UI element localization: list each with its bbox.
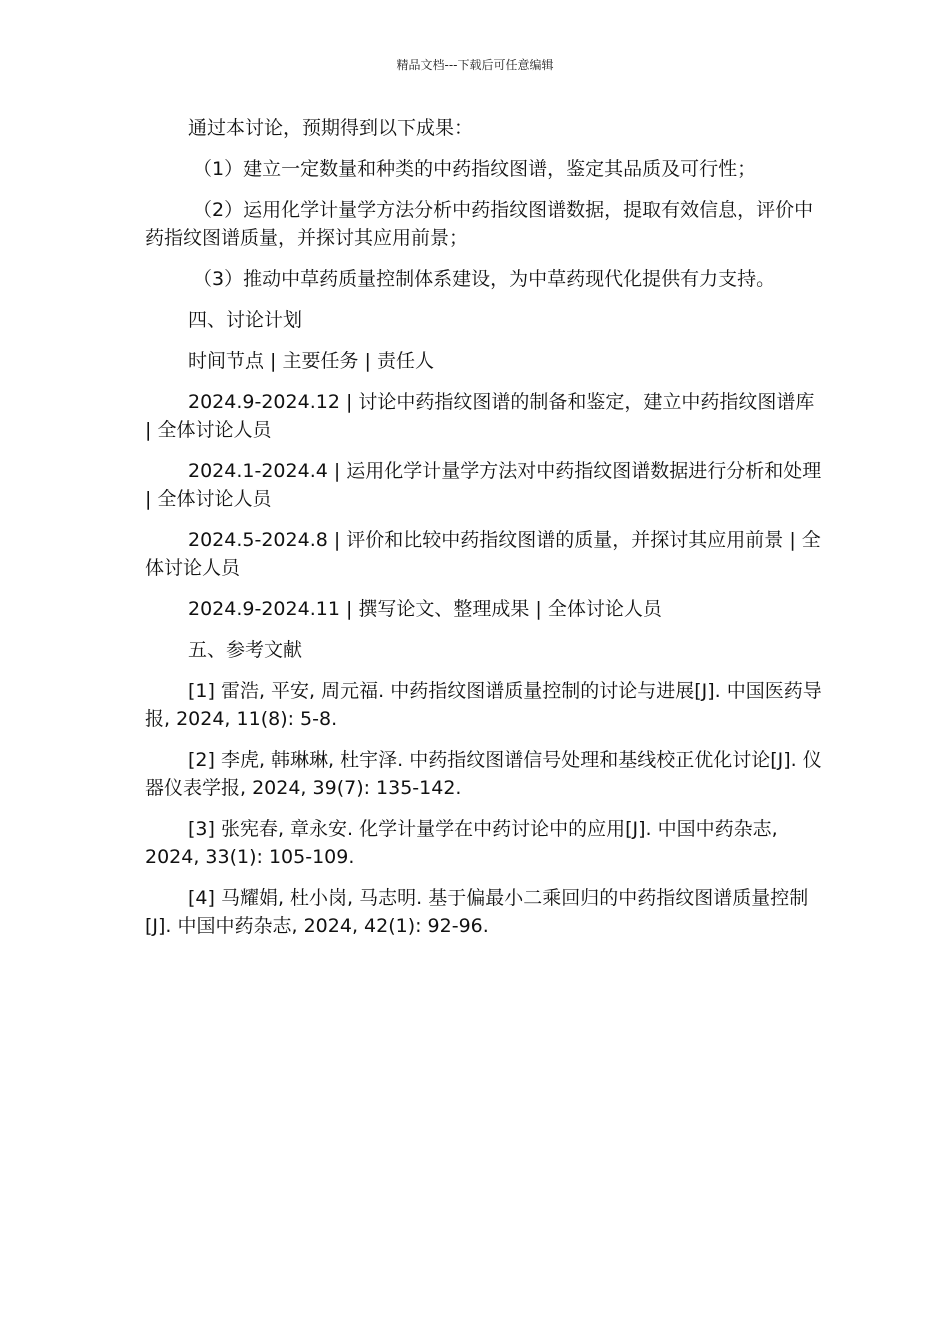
plan-row: 2024.9-2024.12 | 讨论中药指纹图谱的制备和鉴定，建立中药指纹图谱库 | 全体讨论人员 (145, 391, 815, 441)
section-heading-references: 五、参考文献 (188, 639, 303, 661)
plan-row: 2024.1-2024.4 | 运用化学计量学方法对中药指纹图谱数据进行分析和处理 | 全体讨论人员 (145, 460, 822, 510)
outcome-item: （1）建立一定数量和种类的中药指纹图谱，鉴定其品质及可行性； (193, 158, 757, 180)
plan-row: 2024.9-2024.11 | 撰写论文、整理成果 | 全体讨论人员 (188, 598, 662, 620)
page-header: 精品文档---下载后可任意编辑 (396, 58, 554, 72)
document-body (145, 114, 825, 953)
plan-table-header: 时间节点 | 主要任务 | 责任人 (188, 350, 434, 372)
reference-item: [1] 雷浩, 平安, 周元福. 中药指纹图谱质量控制的讨论与进展[J]. 中国医药导报, 2024, 11(8): 5-8. (145, 680, 822, 730)
reference-item: [3] 张宪春, 章永安. 化学计量学在中药讨论中的应用[J]. 中国中药杂志, 2024, 33(1): 105-109. (145, 818, 778, 868)
section-heading-plan: 四、讨论计划 (188, 309, 303, 331)
outcome-item: （2）运用化学计量学方法分析中药指纹图谱数据，提取有效信息，评价中药指纹图谱质量，并探讨其应用前景； (145, 199, 814, 249)
intro-paragraph: 通过本讨论，预期得到以下成果： (188, 117, 474, 139)
plan-row: 2024.5-2024.8 | 评价和比较中药指纹图谱的质量，并探讨其应用前景 | 全体讨论人员 (145, 529, 821, 579)
outcome-item: （3）推动中草药质量控制体系建设，为中草药现代化提供有力支持。 (193, 268, 776, 290)
reference-item: [2] 李虎, 韩琳琳, 杜宇泽. 中药指纹图谱信号处理和基线校正优化讨论[J]. 仪器仪表学报, 2024, 39(7): 135-142. (145, 749, 822, 799)
reference-item: [4] 马耀娟, 杜小岗, 马志明. 基于偏最小二乘回归的中药指纹图谱质量控制[J]. 中国中药杂志, 2024, 42(1): 92-96. (145, 887, 809, 937)
